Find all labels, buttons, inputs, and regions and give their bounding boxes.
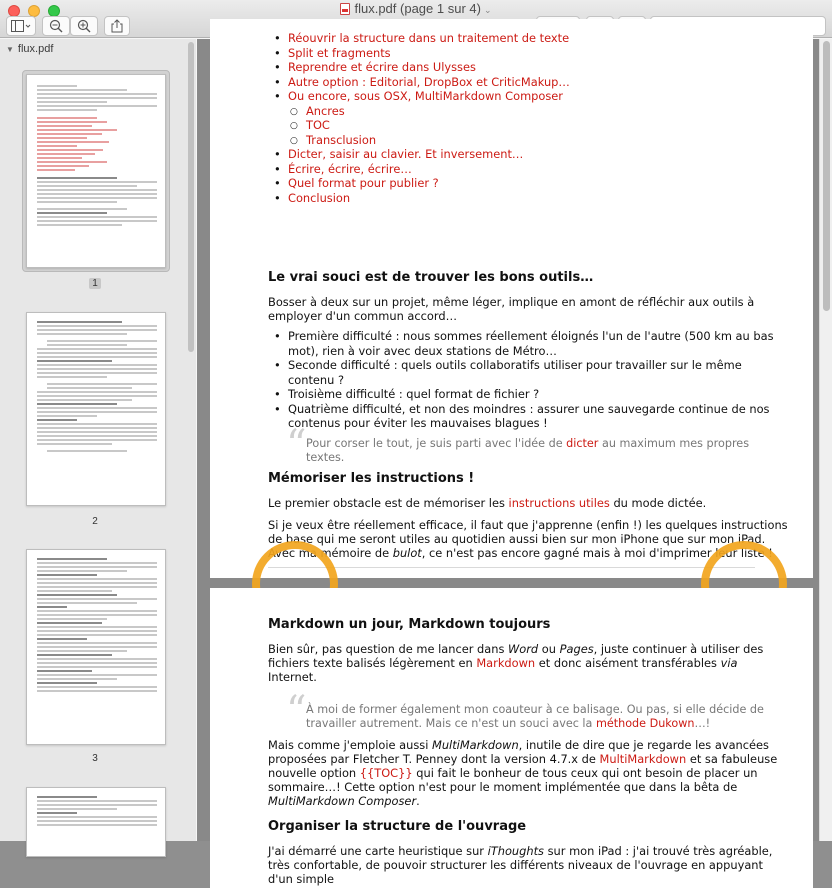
toc-list [268, 31, 788, 205]
document-view[interactable] [197, 31, 832, 886]
toc-item[interactable]: ○ TOC [268, 118, 788, 133]
difficulty-item: • Première difficulté : nous sommes réellement éloignés l'un de l'autre (500 km au bas mot), rien à voir avec deux stations de Métro… [268, 329, 788, 358]
share-icon [111, 19, 123, 33]
heading-structure: Organiser la structure de l'ouvrage [268, 819, 527, 834]
quote-block-1 [268, 422, 788, 468]
thumbnail-sidebar [0, 39, 196, 841]
zoom-out-icon [49, 19, 63, 33]
toc-item[interactable]: • Écrire, écrire, écrire… [268, 162, 788, 177]
toc-item[interactable]: • Reprendre et écrire dans Ulysses [268, 60, 788, 75]
toc-item[interactable]: ○ Ancres [268, 104, 788, 119]
paragraph-efficace: Si je veux être réellement efficace, il faut que j'apprenne (enfin !) les quelques instructions de base qui me seront utiles au quotidien aussi bien sur mon iPhone que sur mon iPad. Avec ma mémoire de bulot, ce n'est pas encore gagné mais à moi d'imprimer leur liste ! [268, 518, 788, 560]
document-scrollbar[interactable] [819, 39, 832, 841]
paragraph-obstacle: Le premier obstacle est de mémoriser les instructions utiles du mode dictée. [268, 496, 707, 510]
page-thumbnail-2[interactable] [26, 312, 166, 506]
toc-item[interactable]: • Quel format pour publier ? [268, 176, 788, 191]
pdf-file-icon [340, 3, 350, 15]
section-outils [268, 269, 788, 431]
link-methode-dukown[interactable]: méthode Dukown [595, 717, 695, 730]
page-thumbnail-4[interactable] [26, 787, 166, 857]
sidebar-icon [11, 20, 31, 32]
pdf-page-2 [210, 588, 813, 888]
link-multimarkdown[interactable]: MultiMarkdown [599, 752, 687, 766]
toc-item[interactable]: • Split et fragments [268, 46, 788, 61]
zoom-in-icon [77, 19, 91, 33]
link-markdown[interactable]: Markdown [476, 656, 536, 670]
section-markdown [268, 616, 788, 684]
link-dicter[interactable]: dicter [566, 437, 599, 450]
difficulty-item: • Seconde difficulté : quels outils collaboratifs utiliser pour travailler sur le même contenu ? [268, 358, 788, 387]
document-scroll-thumb[interactable] [823, 41, 830, 311]
page-number-1: 1 [0, 278, 190, 289]
section-multimarkdown [268, 738, 788, 886]
difficulty-list [268, 329, 788, 431]
blockquote-2: “ À moi de former également mon coauteur à ce balisage. Ou pas, si elle décide de travailler autrement. Mais ce n'est un souci avec la méthode Dukown…! [286, 688, 764, 734]
page-number-3: 3 [92, 753, 98, 764]
paragraph-markdown: Bien sûr, pas question de me lancer dans Word ou Pages, juste continuer à utiliser des fichiers texte balisés légèrement en Markdown et donc aisément transférables via Internet. [268, 642, 764, 684]
toc-item[interactable]: • Dicter, saisir au clavier. Et inversement… [268, 147, 788, 162]
page-number-2: 2 [92, 516, 98, 527]
toc-item[interactable]: ○ Transclusion [268, 133, 788, 148]
toc-item[interactable]: • Autre option : Editorial, DropBox et CriticMakup… [268, 75, 788, 90]
code-toc: {{TOC}} [359, 766, 413, 780]
toc-item[interactable]: • Réouvrir la structure dans un traitement de texte [268, 31, 788, 46]
chevron-down-icon[interactable]: ⌄ [483, 5, 492, 15]
sidebar-scroll-thumb[interactable] [188, 42, 194, 352]
window-title: flux.pdf (page 1 sur 4) ⌄ [0, 1, 832, 16]
heading-outils: Le vrai souci est de trouver les bons outils… [268, 270, 594, 285]
toc-item[interactable]: • Ou encore, sous OSX, MultiMarkdown Composer [268, 89, 788, 104]
footer-divider [268, 567, 755, 568]
difficulty-item: • Quatrième difficulté, et non des moindres : assurer une sauvegarde continue de nos contenus pour éviter les mauvaises blagues ! [268, 402, 788, 431]
blockquote: “ Pour corser le tout, je suis parti avec l'idée de dicter au maximum mes propres textes. [286, 422, 750, 468]
difficulty-item: • Troisième difficulté : quel format de fichier ? [268, 387, 788, 402]
toc-item[interactable]: • Conclusion [268, 191, 788, 206]
paragraph-carte: J'ai démarré une carte heuristique sur iThoughts sur mon iPad : j'ai trouvé très agréable, très confortable, de pouvoir structurer les différents niveaux de l'ouvrage en appuyant d'un simple [268, 844, 773, 886]
sidebar-toggle-button[interactable] [6, 16, 36, 36]
section-memoriser [268, 470, 788, 560]
page-thumbnail-3[interactable] [26, 549, 166, 745]
share-button[interactable] [104, 16, 130, 36]
page-thumbnail-1[interactable] [26, 74, 166, 268]
sidebar-file-header[interactable]: ▼ flux.pdf [6, 43, 54, 55]
disclosure-triangle-icon[interactable]: ▼ [6, 45, 14, 54]
paragraph-multimarkdown: Mais comme j'emploie aussi MultiMarkdown, inutile de dire que je regarde les avancées proposées par Fletcher T. Penney dont la version 4.7.x de MultiMarkdown et sa fabuleuse nouvelle option {{TOC}} qui fait le bonheur de tous ceux qui ont besoin de placer un sommaire…! Cette option n'est pour le moment implémentée que dans la bêta de MultiMarkdown Composer. [268, 738, 778, 808]
heading-markdown: Markdown un jour, Markdown toujours [268, 617, 551, 632]
quote-block-2 [268, 688, 788, 734]
zoom-in-button[interactable] [70, 16, 98, 36]
zoom-out-button[interactable] [42, 16, 70, 36]
pdf-page-1 [210, 19, 813, 578]
paragraph-intro: Bosser à deux sur un projet, même léger, implique en amont de réfléchir aux outils à employer d'un commun accord… [268, 295, 755, 323]
link-instructions[interactable]: instructions utiles [508, 496, 610, 510]
toc-list-container [268, 31, 788, 205]
quote-mark-icon-2: “ [286, 688, 307, 734]
quote-mark-icon: “ [286, 422, 307, 468]
heading-memoriser: Mémoriser les instructions ! [268, 471, 475, 486]
